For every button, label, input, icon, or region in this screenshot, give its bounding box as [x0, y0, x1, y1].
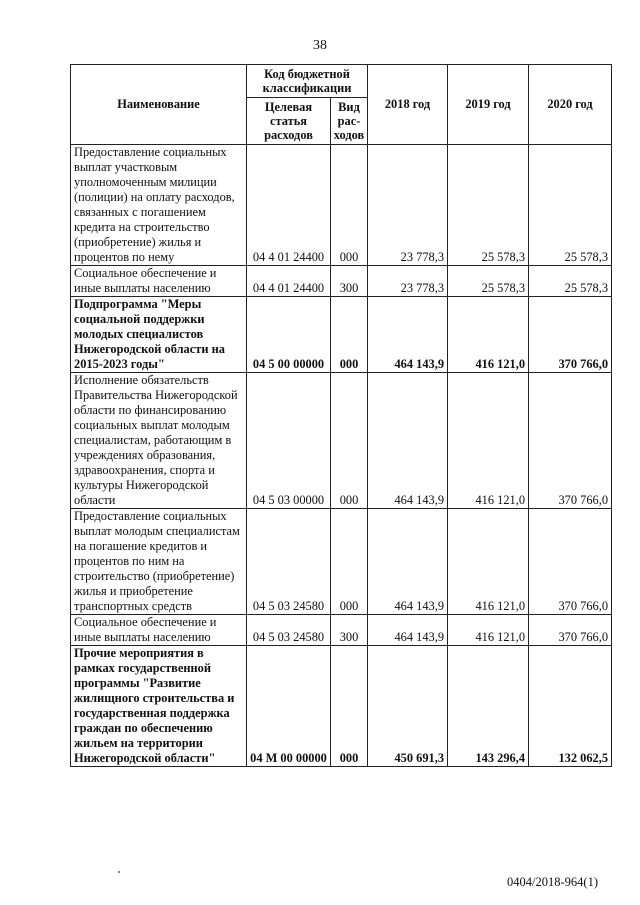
table-row [71, 615, 612, 646]
row-target-code: 04 5 03 24580 [247, 509, 331, 615]
table-row [71, 646, 612, 767]
row-expense-type: 300 [331, 266, 368, 297]
table-body [71, 145, 612, 767]
row-expense-type: 000 [331, 646, 368, 767]
row-value-2018: 450 691,3 [368, 646, 448, 767]
row-value-2020: 370 766,0 [529, 297, 612, 373]
table-row [71, 509, 612, 615]
row-value-2020: 25 578,3 [529, 266, 612, 297]
row-value-2020: 25 578,3 [529, 145, 612, 266]
row-value-2020: 132 062,5 [529, 646, 612, 767]
header-target: Целевая статья расходов [247, 98, 331, 145]
header-name: Наименование [71, 65, 247, 145]
table-row [71, 145, 612, 266]
header-2018: 2018 год [368, 65, 448, 145]
row-value-2020: 370 766,0 [529, 509, 612, 615]
row-target-code: 04 М 00 00000 [247, 646, 331, 767]
header-code-group: Код бюджетной классификации [247, 65, 368, 98]
row-value-2019: 416 121,0 [448, 615, 529, 646]
row-target-code: 04 5 00 00000 [247, 297, 331, 373]
row-expense-type: 000 [331, 373, 368, 509]
row-target-code: 04 4 01 24400 [247, 145, 331, 266]
row-value-2019: 25 578,3 [448, 145, 529, 266]
budget-table [70, 64, 612, 767]
row-expense-type: 000 [331, 145, 368, 266]
row-value-2018: 464 143,9 [368, 297, 448, 373]
row-expense-type: 000 [331, 297, 368, 373]
row-name: Прочие мероприятия в рамках государственной программы "Развитие жилищного строительства и государственная поддержка граждан по обеспечению жильем на территории Нижегородской области" [71, 646, 247, 767]
row-value-2018: 464 143,9 [368, 509, 448, 615]
page-number: 38 [313, 38, 327, 53]
row-value-2018: 23 778,3 [368, 266, 448, 297]
row-name: Предоставление социальных выплат молодым специалистам на погашение кредитов и процентов по ним на строительство (приобретение) жилья и приобретение транспортных средств [71, 509, 247, 615]
row-name: Социальное обеспечение и иные выплаты населению [71, 615, 247, 646]
row-value-2019: 416 121,0 [448, 509, 529, 615]
row-name: Предоставление социальных выплат участковым уполномоченным милиции (полиции) на оплату расходов, связанных с погашением кредита на строительство (приобретение) жилья и процентов по нему [71, 145, 247, 266]
row-target-code: 04 5 03 00000 [247, 373, 331, 509]
row-target-code: 04 5 03 24580 [247, 615, 331, 646]
row-value-2018: 464 143,9 [368, 615, 448, 646]
row-value-2019: 25 578,3 [448, 266, 529, 297]
row-name: Социальное обеспечение и иные выплаты населению [71, 266, 247, 297]
row-value-2020: 370 766,0 [529, 615, 612, 646]
header-vid: Вид рас-ходов [331, 98, 368, 145]
row-target-code: 04 4 01 24400 [247, 266, 331, 297]
table-header [71, 65, 612, 145]
row-value-2019: 416 121,0 [448, 373, 529, 509]
row-value-2020: 370 766,0 [529, 373, 612, 509]
row-value-2019: 143 296,4 [448, 646, 529, 767]
document-code: 0404/2018-964(1) [507, 875, 598, 889]
row-expense-type: 300 [331, 615, 368, 646]
header-2020: 2020 год [529, 65, 612, 145]
row-name: Подпрограмма "Меры социальной поддержки молодых специалистов Нижегородской области на 2015-2023 годы" [71, 297, 247, 373]
header-2019: 2019 год [448, 65, 529, 145]
table-row [71, 266, 612, 297]
row-name: Исполнение обязательств Правительства Нижегородской области по финансированию социальных выплат молодым специалистам, работающим в учреждениях образования, здравоохранения, спорта и культуры Нижегородской области [71, 373, 247, 509]
row-value-2019: 416 121,0 [448, 297, 529, 373]
row-value-2018: 464 143,9 [368, 373, 448, 509]
table-row [71, 373, 612, 509]
row-value-2018: 23 778,3 [368, 145, 448, 266]
row-expense-type: 000 [331, 509, 368, 615]
table-row [71, 297, 612, 373]
scan-dot [118, 871, 120, 873]
